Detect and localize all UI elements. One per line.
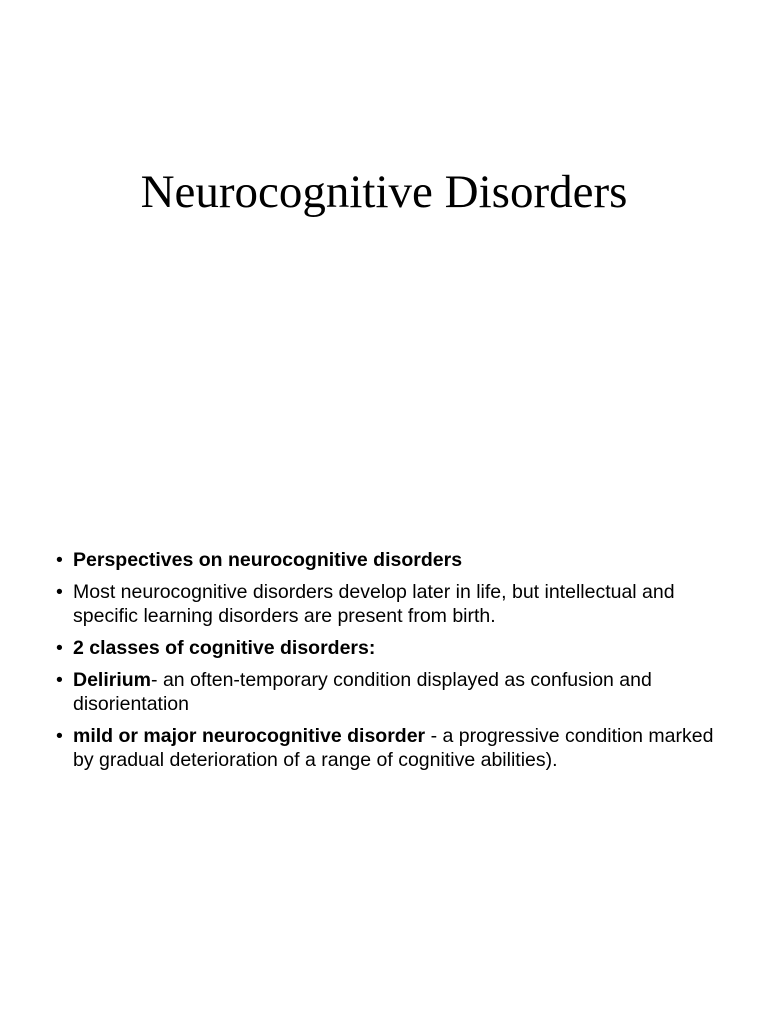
bullet-dot-icon: • xyxy=(56,549,63,571)
bullet-bold-text: Perspectives on neurocognitive disorders xyxy=(73,549,463,571)
bullet-dot-icon: • xyxy=(56,725,63,747)
bullet-item-ncd xyxy=(56,724,716,772)
bullet-bold-text: Delirium xyxy=(73,669,152,691)
bullet-item-classes xyxy=(56,636,716,660)
bullet-bold-text: 2 classes of cognitive disorders: xyxy=(73,637,376,659)
bullet-text: - an often-temporary condition displayed as confusion and disorientation xyxy=(73,669,652,715)
bullet-dot-icon: • xyxy=(56,581,63,603)
bullet-text: - a progressive condition marked by gradual deterioration of a range of cognitive abilities). xyxy=(73,725,714,771)
bullet-item-delirium xyxy=(56,668,716,716)
slide-title: Neurocognitive Disorders xyxy=(140,166,628,218)
bullet-dot-icon: • xyxy=(56,637,63,659)
bullet-bold-text: mild or major neurocognitive disorder xyxy=(73,725,426,747)
bullet-dot-icon: • xyxy=(56,669,63,691)
bullet-list xyxy=(56,548,716,780)
bullet-item-perspectives xyxy=(56,548,716,572)
bullet-item-development xyxy=(56,580,716,628)
bullet-text: Most neurocognitive disorders develop later in life, but intellectual and specific learning disorders are present from birth. xyxy=(73,581,675,627)
